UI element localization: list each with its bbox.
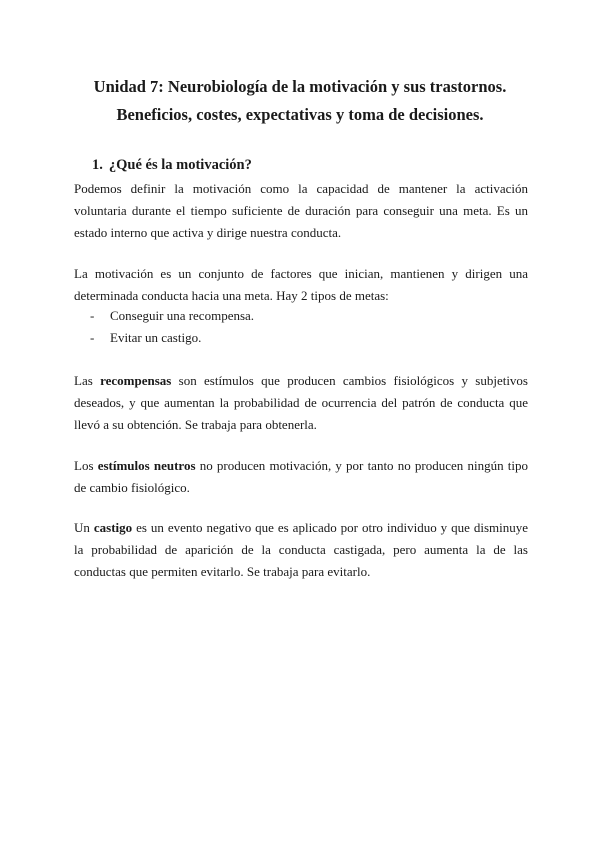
paragraph-line xyxy=(74,370,528,392)
paragraph-line: conductas que permiten evitarlo. Se trabaja para evitarlo. xyxy=(74,564,371,579)
document-title-line-2: Beneficios, costes, expectativas y toma de decisiones. xyxy=(116,105,484,124)
text-fragment: son estímulos que producen cambios fisiológicos y subjetivos xyxy=(171,373,528,388)
goal-types-list xyxy=(74,305,254,349)
list-item xyxy=(74,327,254,349)
list-bullet: - xyxy=(90,330,95,345)
document-title-line-1: Unidad 7: Neurobiología de la motivación y sus trastornos. xyxy=(93,77,507,96)
bold-term-neutral-stimuli: estímulos neutros xyxy=(97,458,196,473)
paragraph-rewards xyxy=(74,370,528,436)
list-item-text: Conseguir una recompensa. xyxy=(110,308,255,323)
paragraph-neutral-stimuli xyxy=(74,455,528,499)
paragraph-factors xyxy=(74,263,528,307)
paragraph-line: Podemos definir la motivación como la capacidad de mantener la activación xyxy=(74,181,528,196)
text-fragment: Los xyxy=(74,458,98,473)
text-fragment: Un xyxy=(74,520,94,535)
paragraph-line: determinada conducta hacia una meta. Hay 2 tipos de metas: xyxy=(74,288,389,303)
paragraph-line: deseados, y que aumentan la probabilidad de ocurrencia del patrón de conducta que xyxy=(74,395,528,410)
paragraph-line: de cambio fisiológico. xyxy=(74,480,190,495)
paragraph-line: llevó a su obtención. Se trabaja para obtenerla. xyxy=(74,417,317,432)
section-heading xyxy=(92,155,252,175)
text-fragment: no producen motivación, y por tanto no producen ningún tipo xyxy=(195,458,529,473)
bold-term-punishment: castigo xyxy=(93,520,133,535)
paragraph-line xyxy=(74,455,528,477)
text-fragment: Las xyxy=(74,373,101,388)
paragraph-line: la probabilidad de aparición de la conducta castigada, pero aumenta la de las xyxy=(74,542,528,557)
paragraph-line: estado interno que activa y dirige nuestra conducta. xyxy=(74,225,342,240)
paragraph-line: voluntaria durante el tiempo suficiente de duración para conseguir una meta. Es un xyxy=(74,203,528,218)
text-fragment: es un evento negativo que es aplicado por otro individuo y que disminuye xyxy=(132,520,529,535)
list-item xyxy=(74,305,254,327)
paragraph-line: La motivación es un conjunto de factores que inician, mantienen y dirigen una xyxy=(74,266,528,281)
bold-term-rewards: recompensas xyxy=(100,373,172,388)
paragraph-line xyxy=(74,517,528,539)
paragraph-definition xyxy=(74,178,528,244)
section-heading-text: ¿Qué és la motivación? xyxy=(108,157,252,173)
section-number: 1. xyxy=(92,157,103,173)
list-bullet: - xyxy=(90,308,95,323)
list-item-text: Evitar un castigo. xyxy=(110,330,202,345)
paragraph-punishment xyxy=(74,517,528,583)
